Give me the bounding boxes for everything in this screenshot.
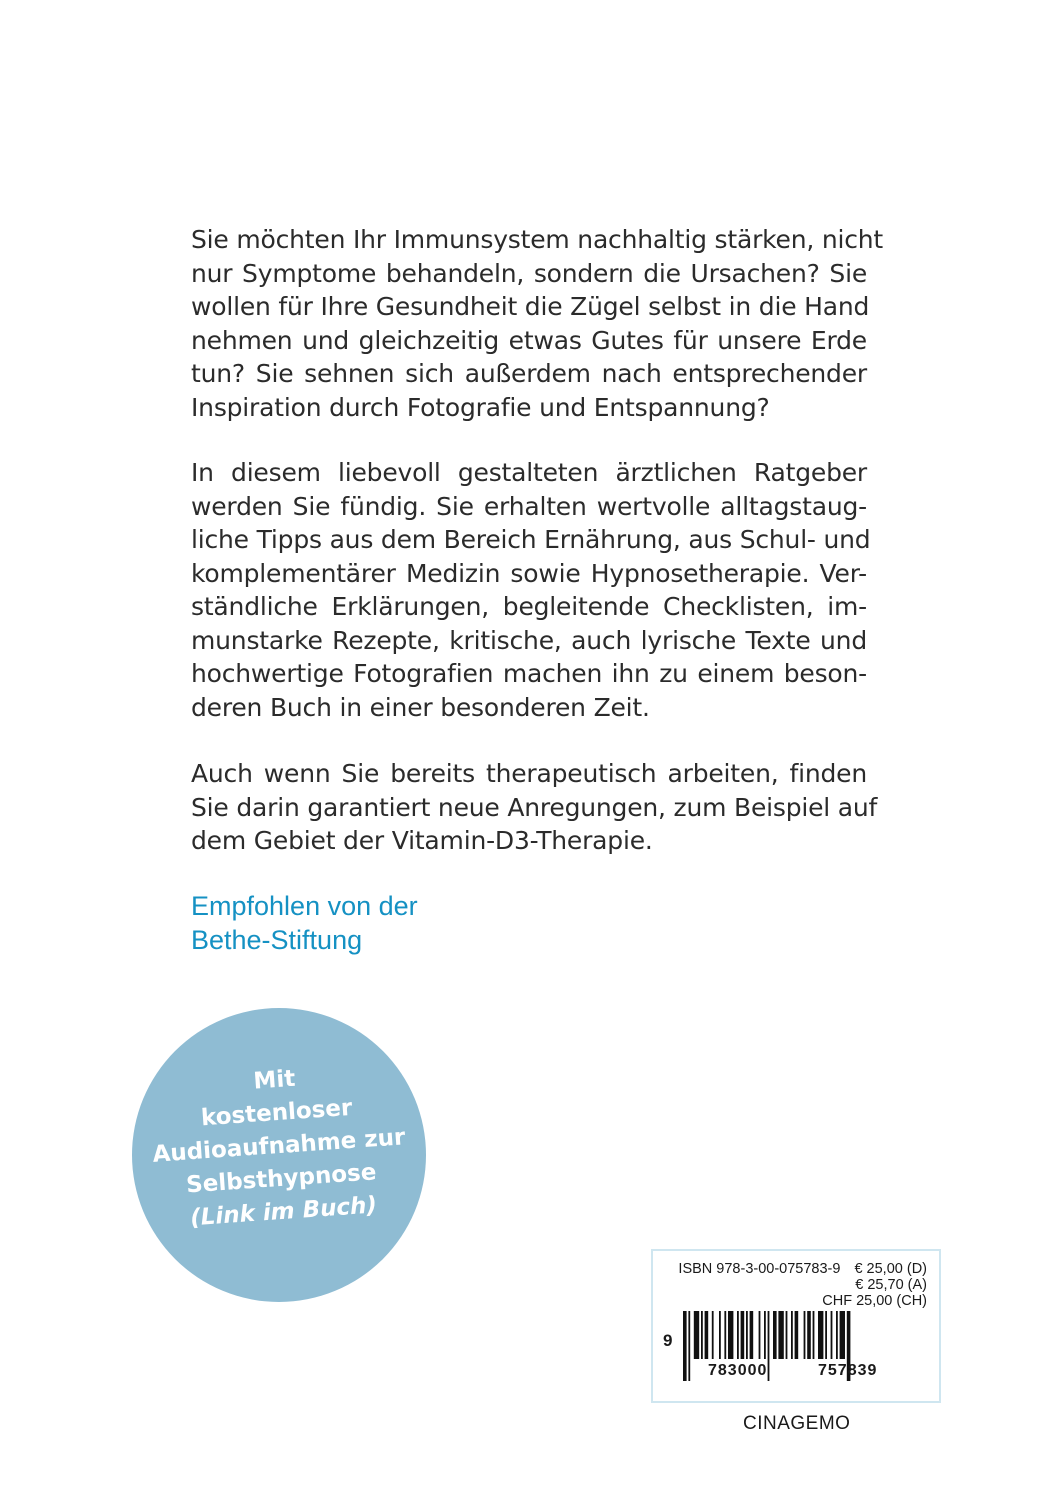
description-paragraph [191,456,871,724]
barcode-digits-left: 783000 [708,1362,768,1379]
text-line: deren Buch in einer besonderen Zeit. [191,692,650,722]
text-line: tun? Sie sehnen sich außerdem nach entsprechender [191,359,867,388]
badge-line: Mit [252,1065,297,1095]
audio-badge [132,1008,426,1302]
isbn-price-row [657,1261,927,1277]
text-line: liche Tipps aus dem Bereich Ernährung, aus Schul- und [191,525,871,554]
text-line: In diesem liebevoll gestalteten ärztlichen Ratgeber [191,458,867,487]
therapist-paragraph [191,757,878,858]
isbn-barcode-box [651,1249,941,1403]
text-line: hochwertige Fotografien machen ihn zu einem beson- [191,659,867,688]
text-line: Sie darin garantiert neue Anregungen, zum Beispiel auf [191,792,878,822]
intro-paragraph [191,223,884,424]
price-info [657,1261,927,1309]
text-line: ständliche Erklärungen, begleitende Checklisten, im- [191,592,867,621]
recommendation-foundation: Bethe-Stiftung [191,925,363,955]
text-line: Sie möchten Ihr Immunsystem nachhaltig stärken, nicht [191,225,884,254]
isbn-number: ISBN 978-3-00-075783-9 [678,1261,841,1277]
recommendation-note [191,889,591,957]
badge-line: kostenloser [200,1094,354,1132]
text-line: munstarke Rezepte, kritische, auch lyrische Texte und [191,625,867,655]
barcode-digits-right: 757839 [818,1362,878,1379]
text-line: nehmen und gleichzeitig etwas Gutes für unsere Erde [191,325,867,355]
text-line: dem Gebiet der Vitamin-D3-Therapie. [191,826,653,855]
badge-link-note: (Link im Buch) [189,1192,378,1232]
text-line: komplementärer Medizin sowie Hypnosetherapie. Ver- [191,558,867,588]
price-germany: € 25,00 (D) [854,1261,927,1277]
publisher-name: CINAGEMO [743,1413,851,1434]
barcode-check-digit: 9 [663,1331,673,1350]
text-line: werden Sie fündig. Sie erhalten wertvolle alltagstaug- [191,491,867,521]
badge-line: Selbsthypnose [185,1159,378,1199]
badge-text [127,1054,432,1239]
text-line: Inspiration durch Fotografie und Entspannung? [191,392,770,422]
price-austria: € 25,70 (A) [855,1277,927,1293]
text-line: wollen für Ihre Gesundheit die Zügel selbst in die Hand [191,292,870,321]
badge-line: Audioaufnahme zur [151,1124,407,1168]
text-line: nur Symptome behandeln, sondern die Ursachen? Sie [191,258,867,288]
text-line: Auch wenn Sie bereits therapeutisch arbeiten, finden [191,759,867,788]
recommendation-line: Empfohlen von der [191,891,418,921]
price-row [657,1293,927,1309]
price-row [657,1277,927,1293]
price-switzerland: CHF 25,00 (CH) [822,1293,927,1309]
